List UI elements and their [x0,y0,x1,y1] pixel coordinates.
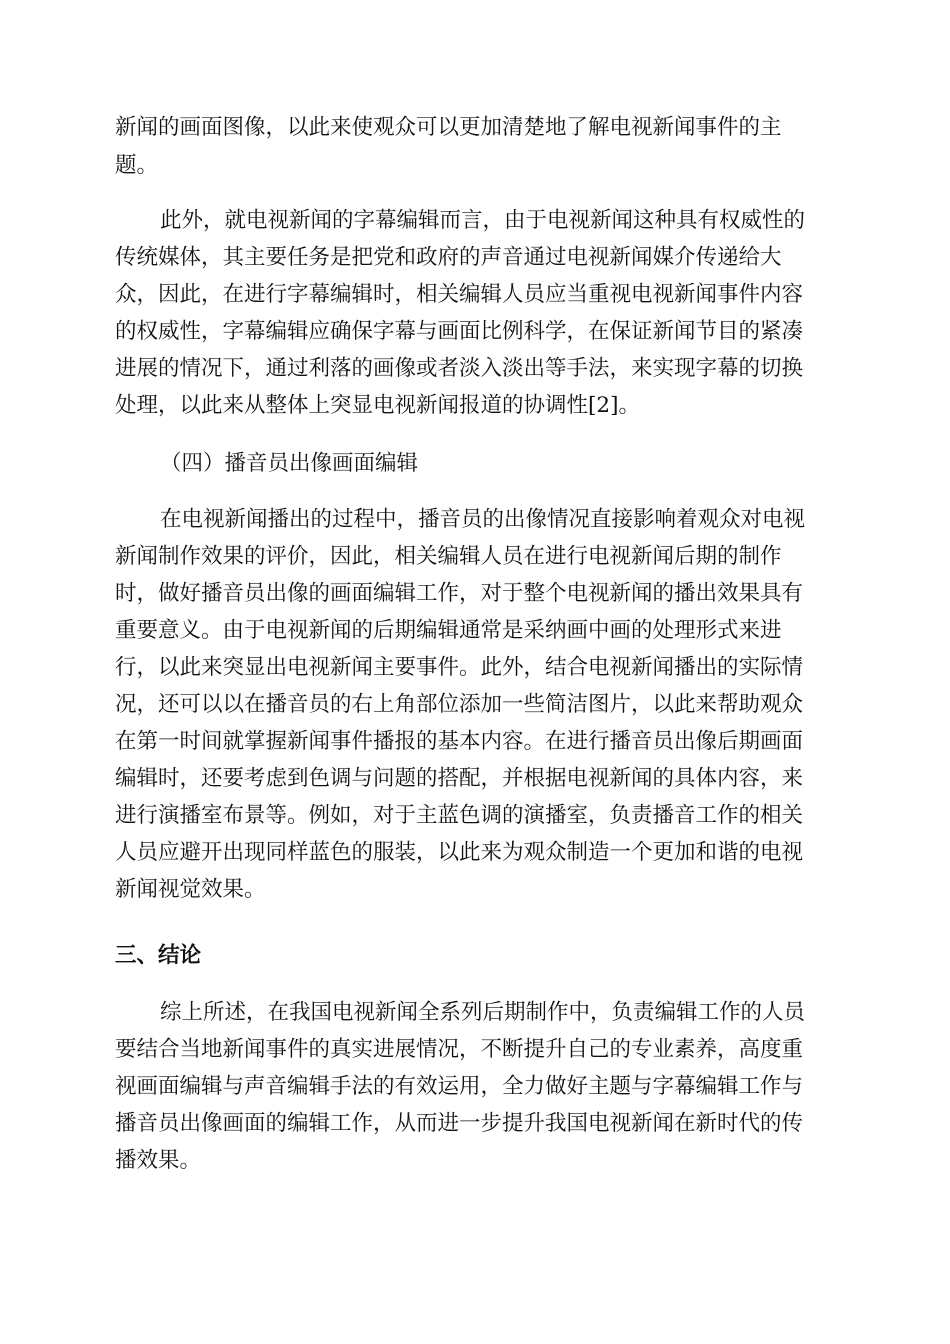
text-line: 处理，以此来从整体上突显电视新闻报道的协调性[2]。 [115,393,640,418]
paragraph-start-line: 此外，就电视新闻的字幕编辑而言，由于电视新闻这种具有权威性的 [160,208,806,233]
subsection-heading: （四）播音员出像画面编辑 [160,451,419,476]
text-line: 众，因此，在进行字幕编辑时，相关编辑人员应当重视电视新闻事件内容 [115,282,804,307]
text-line: 重要意义。由于电视新闻的后期编辑通常是采纳画中画的处理形式来进 [115,618,782,643]
text-line: 人员应避开出现同样蓝色的服装，以此来为观众制造一个更加和谐的电视 [115,840,804,865]
text-line: 的权威性，字幕编辑应确保字幕与画面比例科学，在保证新闻节目的紧凑 [115,319,804,344]
text-line: 编辑时，还要考虑到色调与问题的搭配，并根据电视新闻的具体内容，来 [115,766,804,791]
text-line: 进行演播室布景等。例如，对于主蓝色调的演播室，负责播音工作的相关 [115,803,804,828]
text-line: 在第一时间就掌握新闻事件播报的基本内容。在进行播音员出像后期画面 [115,729,804,754]
text-line: 视画面编辑与声音编辑手法的有效运用，全力做好主题与字幕编辑工作与 [115,1074,804,1099]
text-line: 要结合当地新闻事件的真实进展情况，不断提升自己的专业素养，高度重 [115,1037,804,1062]
text-line: 新闻制作效果的评价，因此，相关编辑人员在进行电视新闻后期的制作 [115,544,782,569]
text-line: 况，还可以以在播音员的右上角部位添加一些简洁图片，以此来帮助观众 [115,692,804,717]
text-line: 播效果。 [115,1148,202,1173]
paragraph-start-line: 综上所述，在我国电视新闻全系列后期制作中，负责编辑工作的人员 [160,1000,806,1025]
text-line: 传统媒体，其主要任务是把党和政府的声音通过电视新闻媒介传递给大 [115,245,782,270]
text-line: 新闻视觉效果。 [115,877,266,902]
paragraph-start-line: 在电视新闻播出的过程中，播音员的出像情况直接影响着观众对电视 [160,507,806,532]
section-heading: 三、结论 [115,943,202,968]
text-line: 播音员出像画面的编辑工作，从而进一步提升我国电视新闻在新时代的传 [115,1111,804,1136]
text-line: 进展的情况下，通过利落的画像或者淡入淡出等手法，来实现字幕的切换 [115,356,804,381]
text-line: 行，以此来突显出电视新闻主要事件。此外，结合电视新闻播出的实际情 [115,655,804,680]
text-line: 时，做好播音员出像的画面编辑工作，对于整个电视新闻的播出效果具有 [115,581,804,606]
text-line: 题。 [115,153,159,178]
text-line: 新闻的画面图像，以此来使观众可以更加清楚地了解电视新闻事件的主 [115,115,782,140]
